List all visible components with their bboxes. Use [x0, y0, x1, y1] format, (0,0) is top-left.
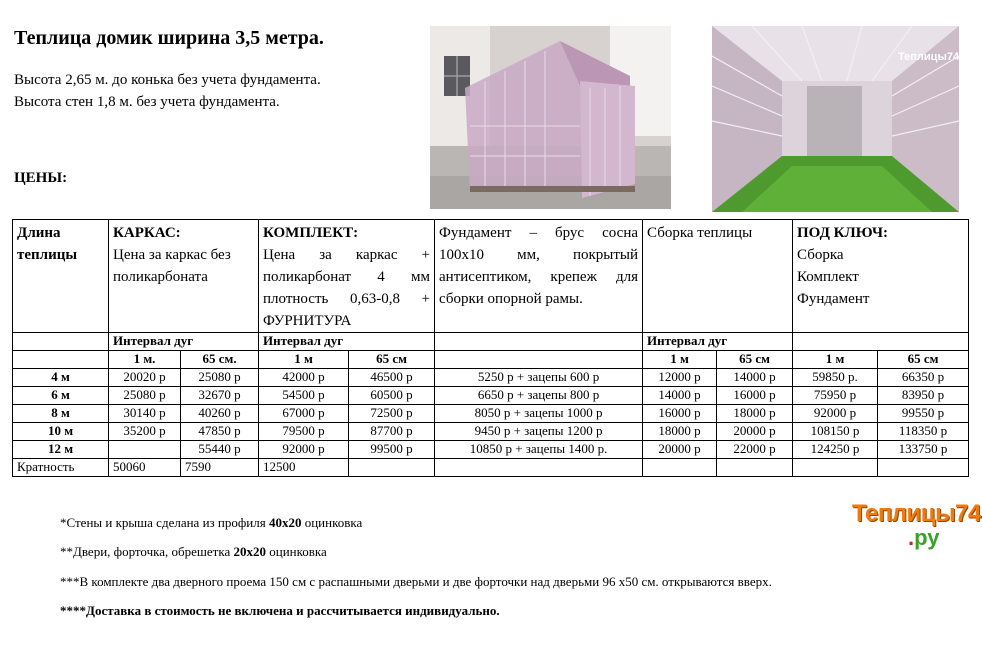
cell-f65: 25080 р: [181, 369, 259, 387]
logo-ru-text: [908, 525, 981, 550]
header-assembly: Сборка теплицы: [643, 220, 793, 333]
table-header-row: [13, 220, 969, 333]
note-1-tail: оцинковка: [301, 515, 363, 530]
header-frame-desc: Цена за каркас без поликарбоната: [113, 247, 231, 285]
cell-t65: 118350 р: [878, 423, 969, 441]
header-turnkey: [793, 220, 969, 333]
cell-fnd: 9450 р + зацепы 1200 р: [435, 423, 643, 441]
header-kit: [259, 220, 435, 333]
multiplicity-kit-1m: 12500: [259, 459, 349, 477]
multiplicity-label: Кратность: [13, 459, 109, 477]
height-ridge-text: Высота 2,65 м. до конька без учета фундамента.: [14, 72, 321, 88]
cell-f1: 30140 р: [109, 405, 181, 423]
sub-kit-65: 65 см: [349, 351, 435, 369]
cell-t65: 83950 р: [878, 387, 969, 405]
header-kit-title: КОМПЛЕКТ:: [263, 225, 359, 241]
multiplicity-frame-65: 7590: [181, 459, 259, 477]
cell-a65: 20000 р: [717, 423, 793, 441]
sub-frame-65: 65 см.: [181, 351, 259, 369]
interval-row: [13, 333, 969, 351]
cell-f65: 47850 р: [181, 423, 259, 441]
cell-f1: 20020 р: [109, 369, 181, 387]
cell-k1: 67000 р: [259, 405, 349, 423]
cell-f1: 35200 р: [109, 423, 181, 441]
greenhouse-exterior-photo: [430, 26, 671, 209]
sub-frame-1m: 1 м.: [109, 351, 181, 369]
subheader-row: [13, 351, 969, 369]
note-4: ****Доставка в стоимость не включена и рассчитывается индивидуально.: [60, 603, 500, 618]
cell-f65: 55440 р: [181, 441, 259, 459]
header-turnkey-title: ПОД КЛЮЧ:: [797, 225, 889, 241]
cell-f65: 32670 р: [181, 387, 259, 405]
cell-t65: 66350 р: [878, 369, 969, 387]
note-2-tail: оцинковка: [266, 544, 327, 559]
cell-k65: 46500 р: [349, 369, 435, 387]
cell-f1: 25080 р: [109, 387, 181, 405]
note-1-bold: 40х20: [268, 515, 302, 530]
cell-a1: 20000 р: [643, 441, 717, 459]
cell-a65: 18000 р: [717, 405, 793, 423]
multiplicity-frame-1m: 50060: [109, 459, 181, 477]
cell-len: 8 м: [13, 405, 109, 423]
table-row: [13, 387, 969, 405]
header-kit-desc: Цена за каркас + поликарбонат 4 мм плотность 0,63-0,8 + ФУРНИТУРА: [263, 247, 431, 329]
cell-fnd: 10850 р + зацепы 1400 р.: [435, 441, 643, 459]
note-2-text: **Двери, форточка, обрешетка: [60, 544, 234, 559]
logo-ru: ру: [914, 525, 940, 550]
interval-kit: Интервал дуг: [259, 333, 435, 351]
cell-t1: 59850 р.: [793, 369, 878, 387]
note-1: [60, 515, 362, 531]
logo-dot: .: [908, 525, 915, 550]
cell-len: 10 м: [13, 423, 109, 441]
cell-t1: 124250 р: [793, 441, 878, 459]
header-frame-title: КАРКАС:: [113, 225, 181, 241]
cell-t1: 108150 р: [793, 423, 878, 441]
sub-assembly-1m: 1 м: [643, 351, 717, 369]
sub-kit-1m: 1 м: [259, 351, 349, 369]
cell-a1: 14000 р: [643, 387, 717, 405]
cell-len: 12 м: [13, 441, 109, 459]
header-length: Длина теплицы: [13, 220, 109, 333]
cell-fnd: 5250 р + зацепы 600 р: [435, 369, 643, 387]
cell-k1: 92000 р: [259, 441, 349, 459]
interval-frame: Интервал дуг: [109, 333, 259, 351]
sub-turnkey-65: 65 см: [878, 351, 969, 369]
cell-t1: 92000 р: [793, 405, 878, 423]
cell-k65: 60500 р: [349, 387, 435, 405]
cell-fnd: 6650 р + зацепы 800 р: [435, 387, 643, 405]
cell-f65: 40260 р: [181, 405, 259, 423]
cell-len: 6 м: [13, 387, 109, 405]
cell-k65: 72500 р: [349, 405, 435, 423]
cell-a1: 12000 р: [643, 369, 717, 387]
cell-a65: 22000 р: [717, 441, 793, 459]
table-row: [13, 441, 969, 459]
header-foundation: Фундамент – брус сосна 100х10 мм, покрытый антисептиком, крепеж для сборки опорной рамы.: [435, 220, 643, 333]
cell-a65: 14000 р: [717, 369, 793, 387]
table-row: [13, 369, 969, 387]
cell-a1: 16000 р: [643, 405, 717, 423]
logo-main-text: Теплицы74: [852, 500, 981, 527]
table-row: [13, 423, 969, 441]
cell-k65: 99500 р: [349, 441, 435, 459]
note-2-bold: 20х20: [233, 544, 266, 559]
header-turnkey-l1: Сборка: [797, 247, 844, 263]
photo-watermark: Теплицы74: [898, 51, 959, 63]
cell-fnd: 8050 р + зацепы 1000 р: [435, 405, 643, 423]
greenhouse-interior-photo: [712, 26, 959, 212]
header-turnkey-l2: Комплект: [797, 269, 859, 285]
sub-assembly-65: 65 см: [717, 351, 793, 369]
cell-f1: [109, 441, 181, 459]
header-turnkey-l3: Фундамент: [797, 291, 870, 307]
note-3: ***В комплекте два дверного проема 150 см с распашными дверьми и две форточки над дверьми 96 х50 см. открываются вверх.: [60, 574, 772, 589]
multiplicity-row: [13, 459, 969, 477]
cell-a1: 18000 р: [643, 423, 717, 441]
cell-t65: 133750 р: [878, 441, 969, 459]
cell-len: 4 м: [13, 369, 109, 387]
cell-k1: 54500 р: [259, 387, 349, 405]
interval-assembly: Интервал дуг: [643, 333, 793, 351]
cell-k1: 79500 р: [259, 423, 349, 441]
table-row: [13, 405, 969, 423]
cell-a65: 16000 р: [717, 387, 793, 405]
price-table: [12, 219, 969, 477]
cell-k1: 42000 р: [259, 369, 349, 387]
height-walls-text: Высота стен 1,8 м. без учета фундамента.: [14, 94, 280, 110]
cell-t1: 75950 р: [793, 387, 878, 405]
prices-heading: ЦЕНЫ:: [14, 170, 68, 186]
page-title: Теплица домик ширина 3,5 метра.: [14, 27, 324, 49]
sub-turnkey-1m: 1 м: [793, 351, 878, 369]
note-1-text: *Стены и крыша сделана из профиля: [60, 515, 269, 530]
note-2: [60, 544, 327, 560]
brand-logo: [852, 500, 981, 548]
cell-t65: 99550 р: [878, 405, 969, 423]
cell-k65: 87700 р: [349, 423, 435, 441]
header-frame: [109, 220, 259, 333]
